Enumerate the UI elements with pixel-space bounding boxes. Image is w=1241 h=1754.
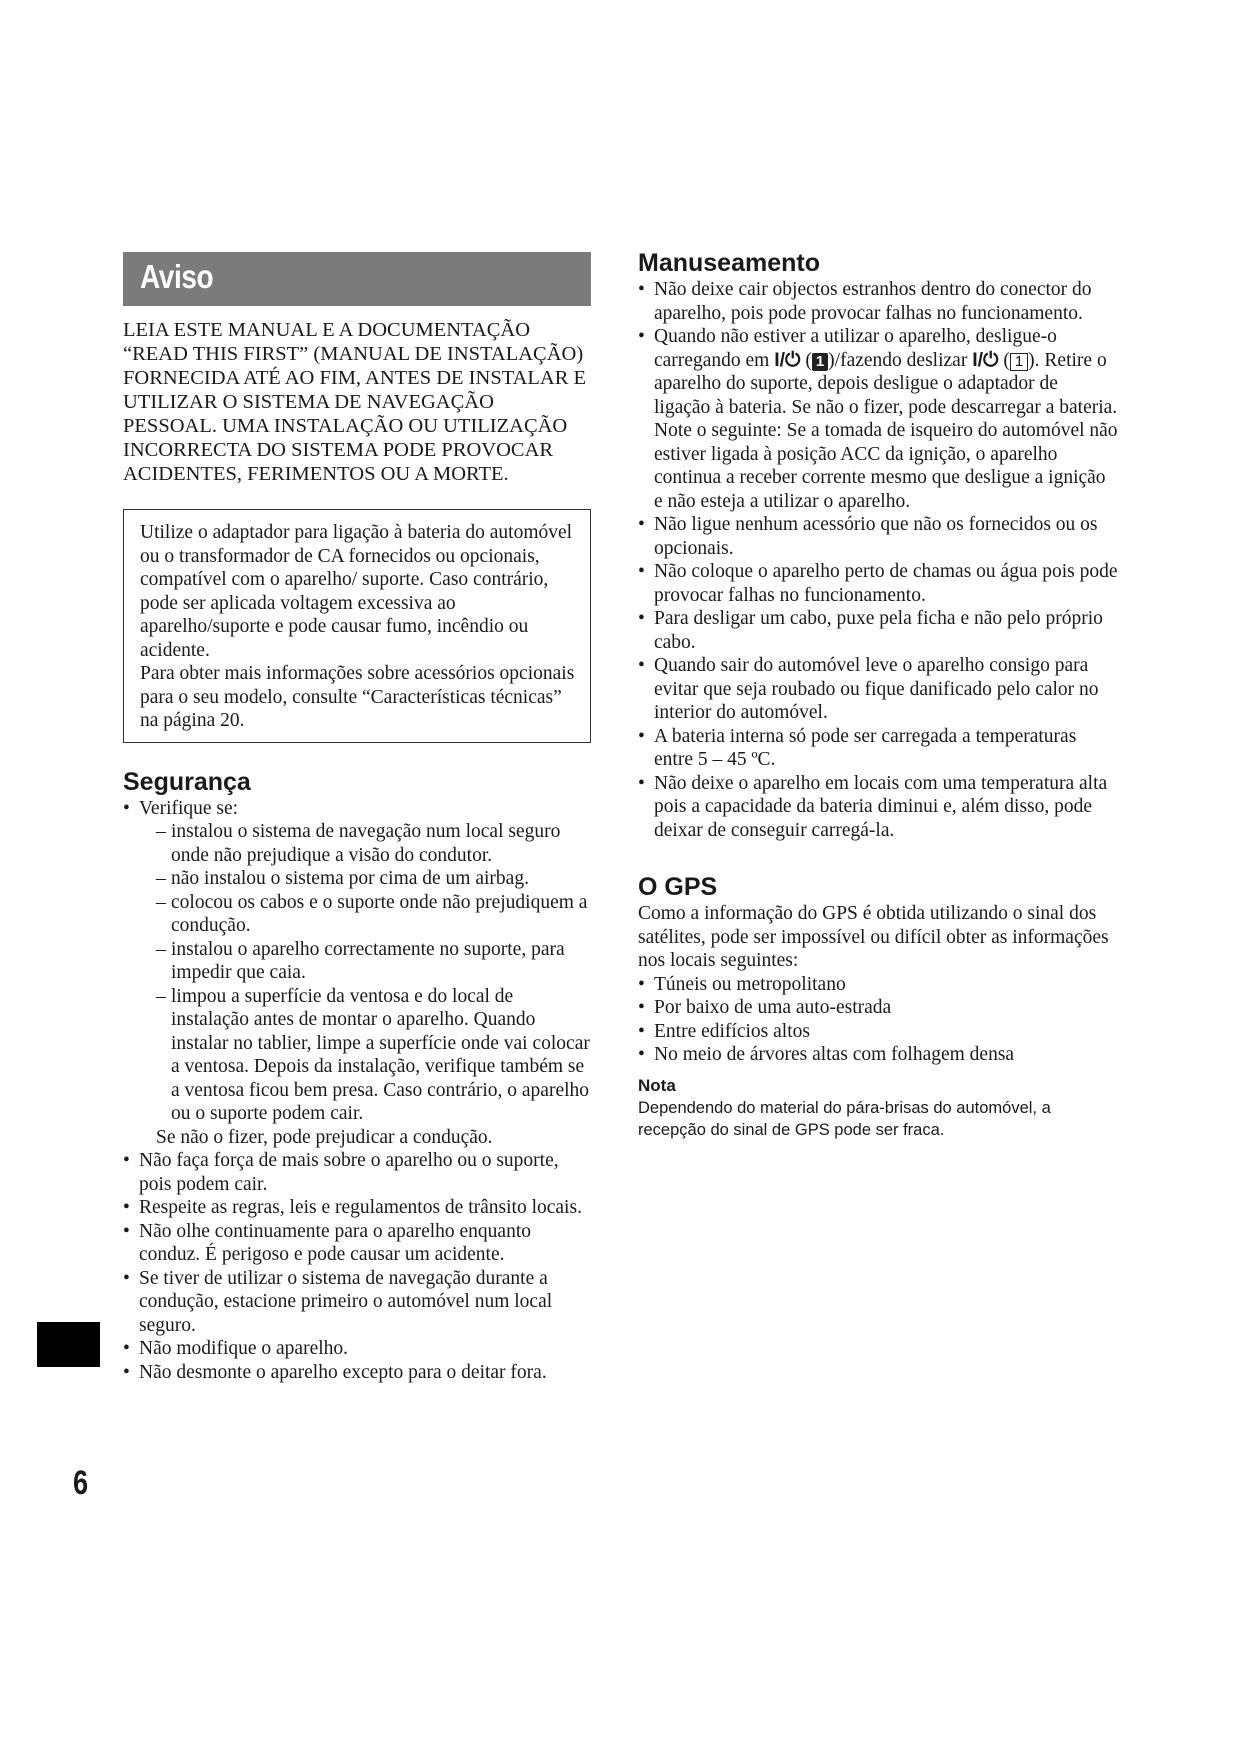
power-icon: I/⏻ [972,348,999,371]
list-item: • Não coloque o aparelho perto de chamas ou água pois pode provocar falhas no funcionamento. [638,560,1118,607]
callout-1-filled-icon: 1 [812,353,828,371]
power-off-instruction-a: Quando não estiver a utilizar o aparelho, desligue-o carregando em [654,326,1057,371]
left-column [123,252,591,1384]
aviso-header-bar [123,252,591,306]
nota-heading: Nota [638,1075,676,1095]
list-item: • Túneis ou metropolitano [638,973,1118,997]
seguranca-heading: Segurança [123,767,251,796]
aviso-title: Aviso [140,258,214,295]
gps-intro: Como a informação do GPS é obtida utilizando o sinal dos satélites, pode ser impossível ou difícil obter as informações nos locais seguintes: [638,903,1109,971]
seguranca-list [123,797,591,1385]
power-off-instruction-c: . Retire o aparelho do suporte, depois desligue o adaptador de ligação à bateria. Se não o fizer, pode descarregar a bateria. Note o seguinte: Se a tomada de isqueiro do automóvel não estiver ligada à posição ACC da ignição, o aparelho continua a receber corrente mesmo que desligue a ignição e não esteja a utilizar o aparelho. [654,349,1118,512]
list-item: – não instalou o sistema por cima de um airbag. [156,867,591,891]
list-item: • Não desmonte o aparelho excepto para o deitar fora. [123,1361,591,1385]
list-item: • Não faça força de mais sobre o aparelho ou o suporte, pois podem cair. [123,1149,591,1196]
notice-paragraph-1: Utilize o adaptador para ligação à bateria do automóvel ou o transformador de CA fornecidos ou opcionais, compatível com o aparelho/ suporte. Caso contrário, pode ser aplicada voltagem excessiva ao aparelho/suporte e pode causar fumo, incêndio ou acidente. [140,522,573,661]
list-item: • Por baixo de uma auto-estrada [638,996,1118,1020]
manuseamento-heading: Manuseamento [638,249,820,277]
notice-paragraph-2: Para obter mais informações sobre acessórios opcionais para o seu modelo, consulte “Características técnicas” na página 20. [140,663,575,731]
list-item: • Não olhe continuamente para o aparelho enquanto conduz. É perigoso e pode causar um acidente. [123,1220,591,1267]
callout-1-outline-icon: 1 [1010,353,1028,371]
list-item: • Não deixe o aparelho em locais com uma temperatura alta pois a capacidade da bateria diminui e, além disso, pode deixar de conseguir carregá-la. [638,772,1118,843]
list-item: • Não ligue nenhum acessório que não os fornecidos ou os opcionais. [638,513,1118,560]
power-adapter-notice-box [123,509,591,743]
verify-sublist [139,820,591,1126]
list-item: • Não deixe cair objectos estranhos dentro do conector do aparelho, pois pode provocar falhas no funcionamento. [638,278,1118,325]
list-item: – instalou o aparelho correctamente no suporte, para impedir que caia. [156,938,591,985]
section-tab-marker [37,1322,100,1367]
list-item: • Para desligar um cabo, puxe pela ficha e não pelo próprio cabo. [638,607,1118,654]
nota-text: Dependendo do material do pára-brisas do automóvel, a recepção do sinal de GPS pode ser fraca. [638,1098,1051,1139]
list-item: • Quando sair do automóvel leve o aparelho consigo para evitar que seja roubado ou fique danificado pelo calor no interior do automóvel. [638,654,1118,725]
section-manuseamento [638,248,1118,842]
verify-outro: Se não o fizer, pode prejudicar a condução. [156,1126,493,1148]
list-item: • A bateria interna só pode ser carregada a temperaturas entre 5 – 45 ºC. [638,725,1118,772]
list-item: • Entre edifícios altos [638,1020,1118,1044]
aviso-warning-text: LEIA ESTE MANUAL E A DOCUMENTAÇÃO “READ THIS FIRST” (MANUAL DE INSTALAÇÃO) FORNECIDA ATÉ AO FIM, ANTES DE INSTALAR E UTILIZAR O SISTEMA DE NAVEGAÇÃO PESSOAL. UMA INSTALAÇÃO OU UTILIZAÇÃO INCORRECTA DO SISTEMA PODE PROVOCAR ACIDENTES, FERIMENTOS OU A MORTE. [123,319,587,485]
power-off-instruction-b: /fazendo deslizar [834,349,973,371]
manuseamento-list [638,278,1118,842]
gps-heading: O GPS [638,873,718,901]
list-item: • Se tiver de utilizar o sistema de navegação durante a condução, estacione primeiro o automóvel num local seguro. [123,1267,591,1338]
list-item: • No meio de árvores altas com folhagem densa [638,1043,1118,1067]
list-item: – limpou a superfície da ventosa e do local de instalação antes de montar o aparelho. Quando instalar no tablier, limpe a superfície onde vai colocar a ventosa. Depois da instalação, verifique também se a ventosa ficou bem presa. Caso contrário, o aparelho ou o suporte podem cair. [156,985,591,1126]
section-seguranca [123,767,591,1385]
list-item: – colocou os cabos e o suporte onde não prejudiquem a condução. [156,891,591,938]
list-item: – instalou o sistema de navegação num local seguro onde não prejudique a visão do condutor. [156,820,591,867]
list-item: • Não modifique o aparelho. [123,1337,591,1361]
verify-intro: Verifique se: [139,797,239,819]
gps-list [638,973,1118,1067]
list-item [123,797,591,1150]
power-icon: I/⏻ [774,348,801,371]
right-column [638,248,1118,1141]
page-number: 6 [73,1464,89,1502]
list-item: • Quando não estiver a utilizar o aparelho, desligue-o carregando em I/⏻ ( 1 )/fazendo deslizar I/⏻ ( 1 ). Retire o aparelho do suporte, depois desligue o adaptador de ligação à bateria. Se não o fizer, pode descarregar a bateria. Note o seguinte: Se a tomada de isqueiro do automóvel não estiver ligada à posição ACC da ignição, o aparelho continua a receber corrente mesmo que desligue a ignição e não esteja a utilizar o aparelho. [638,325,1118,513]
list-item: • Respeite as regras, leis e regulamentos de trânsito locais. [123,1196,591,1220]
section-gps [638,872,1118,1141]
